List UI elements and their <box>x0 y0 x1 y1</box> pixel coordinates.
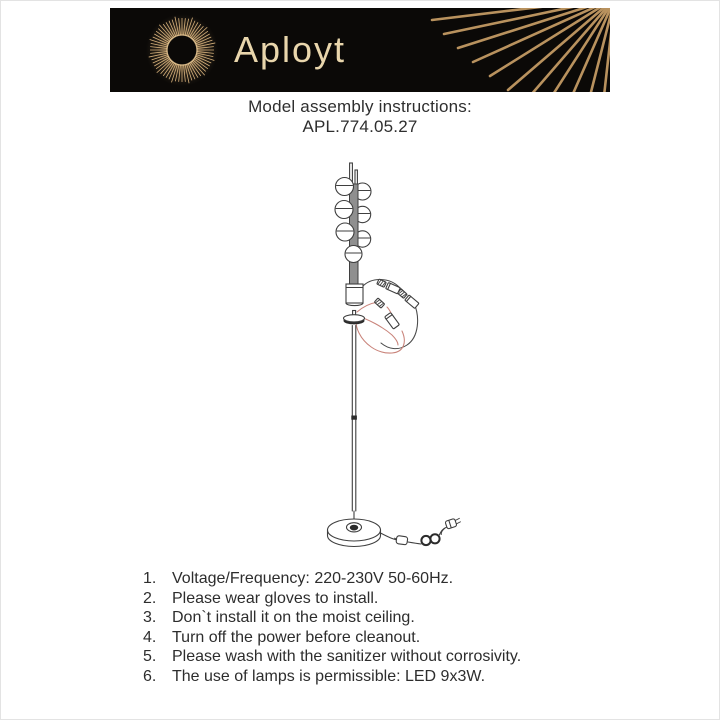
instruction-number: 2. <box>143 589 157 607</box>
model-number: APL.774.05.27 <box>302 117 418 136</box>
instruction-number: 6. <box>143 667 157 685</box>
lamp-head <box>345 246 362 263</box>
page-title: Model assembly instructions: <box>248 97 472 116</box>
instruction-number: 1. <box>143 570 157 587</box>
instruction-number: 3. <box>143 609 157 627</box>
wire-connector-pair <box>374 298 399 329</box>
wire-connector-pair <box>397 289 419 309</box>
lamp-head <box>336 223 354 241</box>
instruction-number: 5. <box>143 648 157 666</box>
brand-name: Aployt <box>234 29 347 70</box>
instruction-item <box>143 647 603 667</box>
instruction-item <box>143 569 603 589</box>
instruction-text: Please wash with the sanitizer without corrosivity. <box>172 648 522 666</box>
instruction-text: Voltage/Frequency: 220-230V 50-60Hz. <box>172 570 454 587</box>
lower-pole <box>351 326 357 526</box>
mount-flange <box>344 311 365 325</box>
driver-cylinder <box>346 284 363 306</box>
pole-joint <box>351 416 357 420</box>
instruction-number: 4. <box>143 628 157 646</box>
instruction-item <box>143 608 603 628</box>
inline-switch <box>394 535 408 545</box>
cord-coil <box>421 534 439 545</box>
instruction-list <box>143 569 603 687</box>
instruction-item <box>143 628 603 648</box>
lamp-head <box>336 178 354 196</box>
base-plate <box>328 519 381 547</box>
instruction-item <box>143 589 603 609</box>
instruction-text: Turn off the power before cleanout. <box>172 628 421 646</box>
lamp-head <box>335 201 353 219</box>
instruction-item <box>143 667 603 687</box>
instruction-text: Don`t install it on the moist ceiling. <box>172 609 415 627</box>
instruction-text: Please wear gloves to install. <box>172 589 379 607</box>
power-cord <box>381 517 462 545</box>
instruction-text: The use of lamps is permissible: LED 9x3W. <box>172 667 486 685</box>
power-plug <box>445 517 462 529</box>
